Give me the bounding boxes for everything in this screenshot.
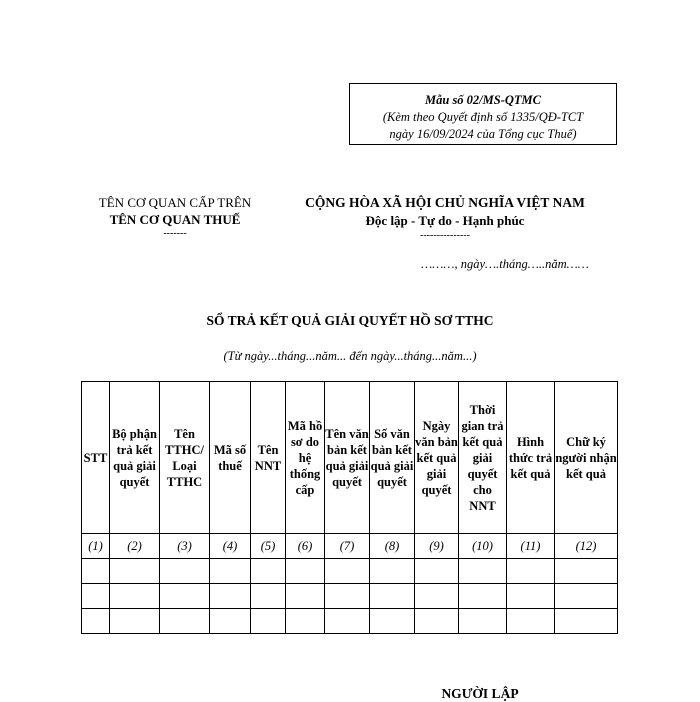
column-header: Thời gian trả kết quả giải quyết cho NNT	[459, 382, 507, 534]
column-number: (1)	[82, 534, 110, 559]
national-header	[275, 194, 615, 242]
column-number: (3)	[160, 534, 210, 559]
form-code-box	[349, 83, 617, 145]
table-cell	[110, 584, 160, 609]
results-log-table	[81, 381, 618, 634]
column-header: Số văn bản kết quả giải quyết	[370, 382, 415, 534]
table-cell	[555, 559, 618, 584]
column-number: (11)	[507, 534, 555, 559]
agency-divider: -------	[163, 228, 187, 239]
table-cell	[210, 584, 251, 609]
table-cell	[286, 559, 325, 584]
form-reference-line-1: (Kèm theo Quyết định số 1335/QĐ-TCT	[382, 110, 584, 124]
column-number: (6)	[286, 534, 325, 559]
column-header: Chữ ký người nhận kết quả	[555, 382, 618, 534]
tax-agency-name: TÊN CƠ QUAN THUẾ	[109, 212, 241, 227]
table-cell	[251, 584, 286, 609]
table-cell	[325, 609, 370, 634]
table-cell	[251, 609, 286, 634]
table-cell	[555, 609, 618, 634]
table-cell	[415, 584, 459, 609]
column-number: (12)	[555, 534, 618, 559]
agency-header	[70, 194, 280, 240]
column-number: (10)	[459, 534, 507, 559]
table-cell	[325, 584, 370, 609]
column-header: Tên TTHC/ Loại TTHC	[160, 382, 210, 534]
column-number-row	[82, 534, 618, 559]
document-title: SỔ TRẢ KẾT QUẢ GIẢI QUYẾT HỒ SƠ TTHC	[206, 313, 494, 328]
table-cell	[210, 559, 251, 584]
nation-motto: Độc lập - Tự do - Hạnh phúc	[365, 213, 525, 228]
table-cell	[459, 584, 507, 609]
table-cell	[286, 609, 325, 634]
table-cell	[160, 584, 210, 609]
table-cell	[415, 609, 459, 634]
column-number: (5)	[251, 534, 286, 559]
nation-name: CỘNG HÒA XÃ HỘI CHỦ NGHĨA VIỆT NAM	[305, 195, 585, 210]
table-cell	[325, 559, 370, 584]
column-header: Ngày văn bản kết quả giải quyết	[415, 382, 459, 534]
column-header: Hình thức trả kết quả	[507, 382, 555, 534]
table-cell	[251, 559, 286, 584]
header-row	[82, 382, 618, 534]
table-cell	[370, 559, 415, 584]
table-cell	[160, 609, 210, 634]
date-line: ………, ngày….tháng…..năm……	[421, 257, 589, 271]
table-cell	[507, 609, 555, 634]
table-row	[82, 609, 618, 634]
column-header: Tên NNT	[251, 382, 286, 534]
period-line: (Từ ngày...tháng...năm... đến ngày...tháng...năm...)	[223, 349, 477, 363]
table-row	[82, 559, 618, 584]
table-cell	[507, 584, 555, 609]
table-cell	[82, 584, 110, 609]
table-cell	[110, 559, 160, 584]
nation-divider: ---------------	[420, 230, 470, 241]
column-number: (8)	[370, 534, 415, 559]
column-header: Tên văn bản kết quả giải quyết	[325, 382, 370, 534]
column-header: STT	[82, 382, 110, 534]
table-cell	[110, 609, 160, 634]
table-cell	[507, 559, 555, 584]
table-cell	[286, 584, 325, 609]
table-cell	[370, 609, 415, 634]
form-code: Mẫu số 02/MS-QTMC	[425, 93, 541, 107]
table-cell	[459, 559, 507, 584]
table-row	[82, 584, 618, 609]
column-header: Mã hồ sơ do hệ thống cấp	[286, 382, 325, 534]
column-number: (2)	[110, 534, 160, 559]
column-number: (4)	[210, 534, 251, 559]
table-cell	[555, 584, 618, 609]
column-number: (9)	[415, 534, 459, 559]
table-cell	[160, 559, 210, 584]
preparer-signature-label: NGƯỜI LẬP	[441, 686, 519, 701]
table-cell	[415, 559, 459, 584]
table-cell	[370, 584, 415, 609]
table-cell	[210, 609, 251, 634]
table-cell	[82, 609, 110, 634]
form-reference-line-2: ngày 16/09/2024 của Tổng cục Thuế)	[389, 127, 577, 141]
table-cell	[459, 609, 507, 634]
column-header: Mã số thuế	[210, 382, 251, 534]
table-cell	[82, 559, 110, 584]
column-header: Bộ phận trả kết quả giải quyết	[110, 382, 160, 534]
parent-agency-name: TÊN CƠ QUAN CẤP TRÊN	[98, 195, 252, 210]
column-number: (7)	[325, 534, 370, 559]
